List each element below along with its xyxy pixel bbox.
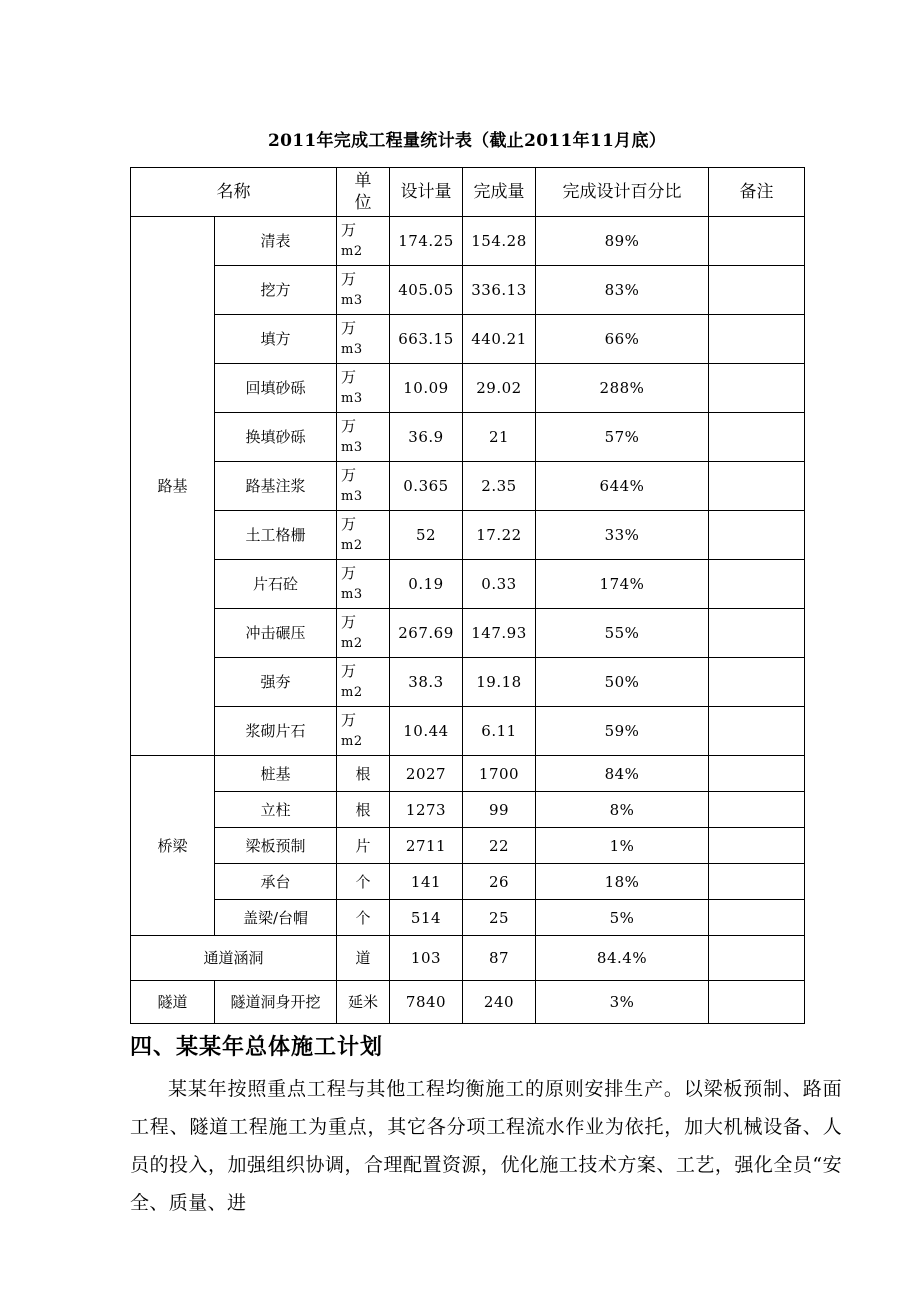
item-design: 7840	[390, 981, 463, 1024]
item-name: 挖方	[215, 266, 337, 315]
table-header-row	[131, 168, 805, 217]
item-percent: 59%	[536, 707, 709, 756]
item-done: 25	[463, 900, 536, 936]
item-done: 6.11	[463, 707, 536, 756]
table-row	[131, 900, 805, 936]
item-name: 片石砼	[215, 560, 337, 609]
body-paragraph: 某某年按照重点工程与其他工程均衡施工的原则安排生产。以梁板预制、路面工程、隧道工程施工为重点，其它各分项工程流水作业为依托，加大机械设备、人员的投入，加强组织协调，合理配置资源，优化施工技术方案、工艺，强化全员“安全、质量、进	[130, 1078, 842, 1214]
item-percent: 57%	[536, 413, 709, 462]
item-name: 桩基	[215, 756, 337, 792]
item-percent: 18%	[536, 864, 709, 900]
table-row	[131, 511, 805, 560]
item-remark	[709, 756, 805, 792]
header-percent: 完成设计百分比	[536, 168, 709, 217]
item-design: 10.44	[390, 707, 463, 756]
item-design: 2711	[390, 828, 463, 864]
item-unit: 个	[337, 864, 390, 900]
item-done: 21	[463, 413, 536, 462]
item-remark	[709, 266, 805, 315]
item-unit: 万 m3	[337, 413, 390, 462]
item-done: 147.93	[463, 609, 536, 658]
item-percent: 89%	[536, 217, 709, 266]
item-percent: 1%	[536, 828, 709, 864]
table-row	[131, 707, 805, 756]
item-remark	[709, 658, 805, 707]
item-percent: 66%	[536, 315, 709, 364]
table-row	[131, 981, 805, 1024]
item-unit: 延米	[337, 981, 390, 1024]
item-unit: 万 m3	[337, 266, 390, 315]
table-title: 2011年完成工程量统计表（截止2011年11月底）	[267, 131, 667, 151]
item-done: 1700	[463, 756, 536, 792]
item-name: 路基注浆	[215, 462, 337, 511]
item-name: 隧道洞身开挖	[215, 981, 337, 1024]
item-done: 22	[463, 828, 536, 864]
header-design: 设计量	[390, 168, 463, 217]
table-row	[131, 756, 805, 792]
item-design: 38.3	[390, 658, 463, 707]
table-row	[131, 462, 805, 511]
item-percent: 83%	[536, 266, 709, 315]
item-remark	[709, 828, 805, 864]
item-name: 土工格栅	[215, 511, 337, 560]
item-remark	[709, 936, 805, 981]
item-design: 2027	[390, 756, 463, 792]
item-name: 强夯	[215, 658, 337, 707]
item-name: 回填砂砾	[215, 364, 337, 413]
item-design: 663.15	[390, 315, 463, 364]
item-remark	[709, 217, 805, 266]
table-row	[131, 560, 805, 609]
item-name: 清表	[215, 217, 337, 266]
header-name: 名称	[131, 168, 337, 217]
item-percent: 5%	[536, 900, 709, 936]
item-percent: 8%	[536, 792, 709, 828]
table-row	[131, 364, 805, 413]
table-row	[131, 864, 805, 900]
statistics-table	[130, 167, 805, 1024]
item-remark	[709, 900, 805, 936]
item-design: 10.09	[390, 364, 463, 413]
item-remark	[709, 792, 805, 828]
item-name: 填方	[215, 315, 337, 364]
item-done: 336.13	[463, 266, 536, 315]
table-row	[131, 413, 805, 462]
section-heading: 四、某某年总体施工计划	[130, 1034, 384, 1060]
item-design: 267.69	[390, 609, 463, 658]
item-remark	[709, 560, 805, 609]
item-remark	[709, 315, 805, 364]
item-name: 立柱	[215, 792, 337, 828]
item-percent: 33%	[536, 511, 709, 560]
item-done: 154.28	[463, 217, 536, 266]
item-done: 99	[463, 792, 536, 828]
item-name: 浆砌片石	[215, 707, 337, 756]
item-unit: 万 m2	[337, 707, 390, 756]
item-name: 梁板预制	[215, 828, 337, 864]
item-name: 冲击碾压	[215, 609, 337, 658]
item-unit: 万 m2	[337, 609, 390, 658]
item-percent: 84.4%	[536, 936, 709, 981]
item-done: 240	[463, 981, 536, 1024]
table-row	[131, 315, 805, 364]
item-remark	[709, 511, 805, 560]
item-percent: 174%	[536, 560, 709, 609]
item-remark	[709, 609, 805, 658]
item-design: 103	[390, 936, 463, 981]
group-luji: 路基	[131, 217, 215, 756]
table-row	[131, 217, 805, 266]
item-remark	[709, 413, 805, 462]
item-unit: 万 m3	[337, 364, 390, 413]
item-unit: 根	[337, 756, 390, 792]
item-unit: 个	[337, 900, 390, 936]
header-unit-text: 单位	[354, 171, 372, 213]
item-unit: 片	[337, 828, 390, 864]
table-row	[131, 936, 805, 981]
table-row	[131, 792, 805, 828]
item-done: 29.02	[463, 364, 536, 413]
item-unit: 万 m2	[337, 511, 390, 560]
item-done: 26	[463, 864, 536, 900]
item-name: 通道涵洞	[131, 936, 337, 981]
table-row	[131, 658, 805, 707]
item-name: 盖梁/台帽	[215, 900, 337, 936]
item-done: 87	[463, 936, 536, 981]
item-design: 0.365	[390, 462, 463, 511]
item-design: 52	[390, 511, 463, 560]
item-done: 440.21	[463, 315, 536, 364]
item-design: 1273	[390, 792, 463, 828]
item-design: 405.05	[390, 266, 463, 315]
item-design: 174.25	[390, 217, 463, 266]
header-done: 完成量	[463, 168, 536, 217]
item-done: 17.22	[463, 511, 536, 560]
table-row	[131, 609, 805, 658]
item-unit: 万 m3	[337, 560, 390, 609]
header-remark: 备注	[709, 168, 805, 217]
item-design: 0.19	[390, 560, 463, 609]
item-remark	[709, 364, 805, 413]
item-percent: 3%	[536, 981, 709, 1024]
item-remark	[709, 864, 805, 900]
item-unit: 道	[337, 936, 390, 981]
header-unit	[337, 168, 390, 217]
item-design: 36.9	[390, 413, 463, 462]
item-done: 19.18	[463, 658, 536, 707]
item-unit: 万 m2	[337, 217, 390, 266]
item-unit: 根	[337, 792, 390, 828]
item-percent: 50%	[536, 658, 709, 707]
item-unit: 万 m3	[337, 462, 390, 511]
item-percent: 84%	[536, 756, 709, 792]
item-percent: 644%	[536, 462, 709, 511]
item-remark	[709, 462, 805, 511]
item-done: 0.33	[463, 560, 536, 609]
item-unit: 万 m2	[337, 658, 390, 707]
item-design: 514	[390, 900, 463, 936]
group-qiaoliang: 桥梁	[131, 756, 215, 936]
item-name: 换填砂砾	[215, 413, 337, 462]
item-percent: 288%	[536, 364, 709, 413]
table-row	[131, 828, 805, 864]
item-unit: 万 m3	[337, 315, 390, 364]
item-remark	[709, 707, 805, 756]
item-design: 141	[390, 864, 463, 900]
table-row	[131, 266, 805, 315]
item-done: 2.35	[463, 462, 536, 511]
group-suidao: 隧道	[131, 981, 215, 1024]
item-percent: 55%	[536, 609, 709, 658]
item-remark	[709, 981, 805, 1024]
item-name: 承台	[215, 864, 337, 900]
